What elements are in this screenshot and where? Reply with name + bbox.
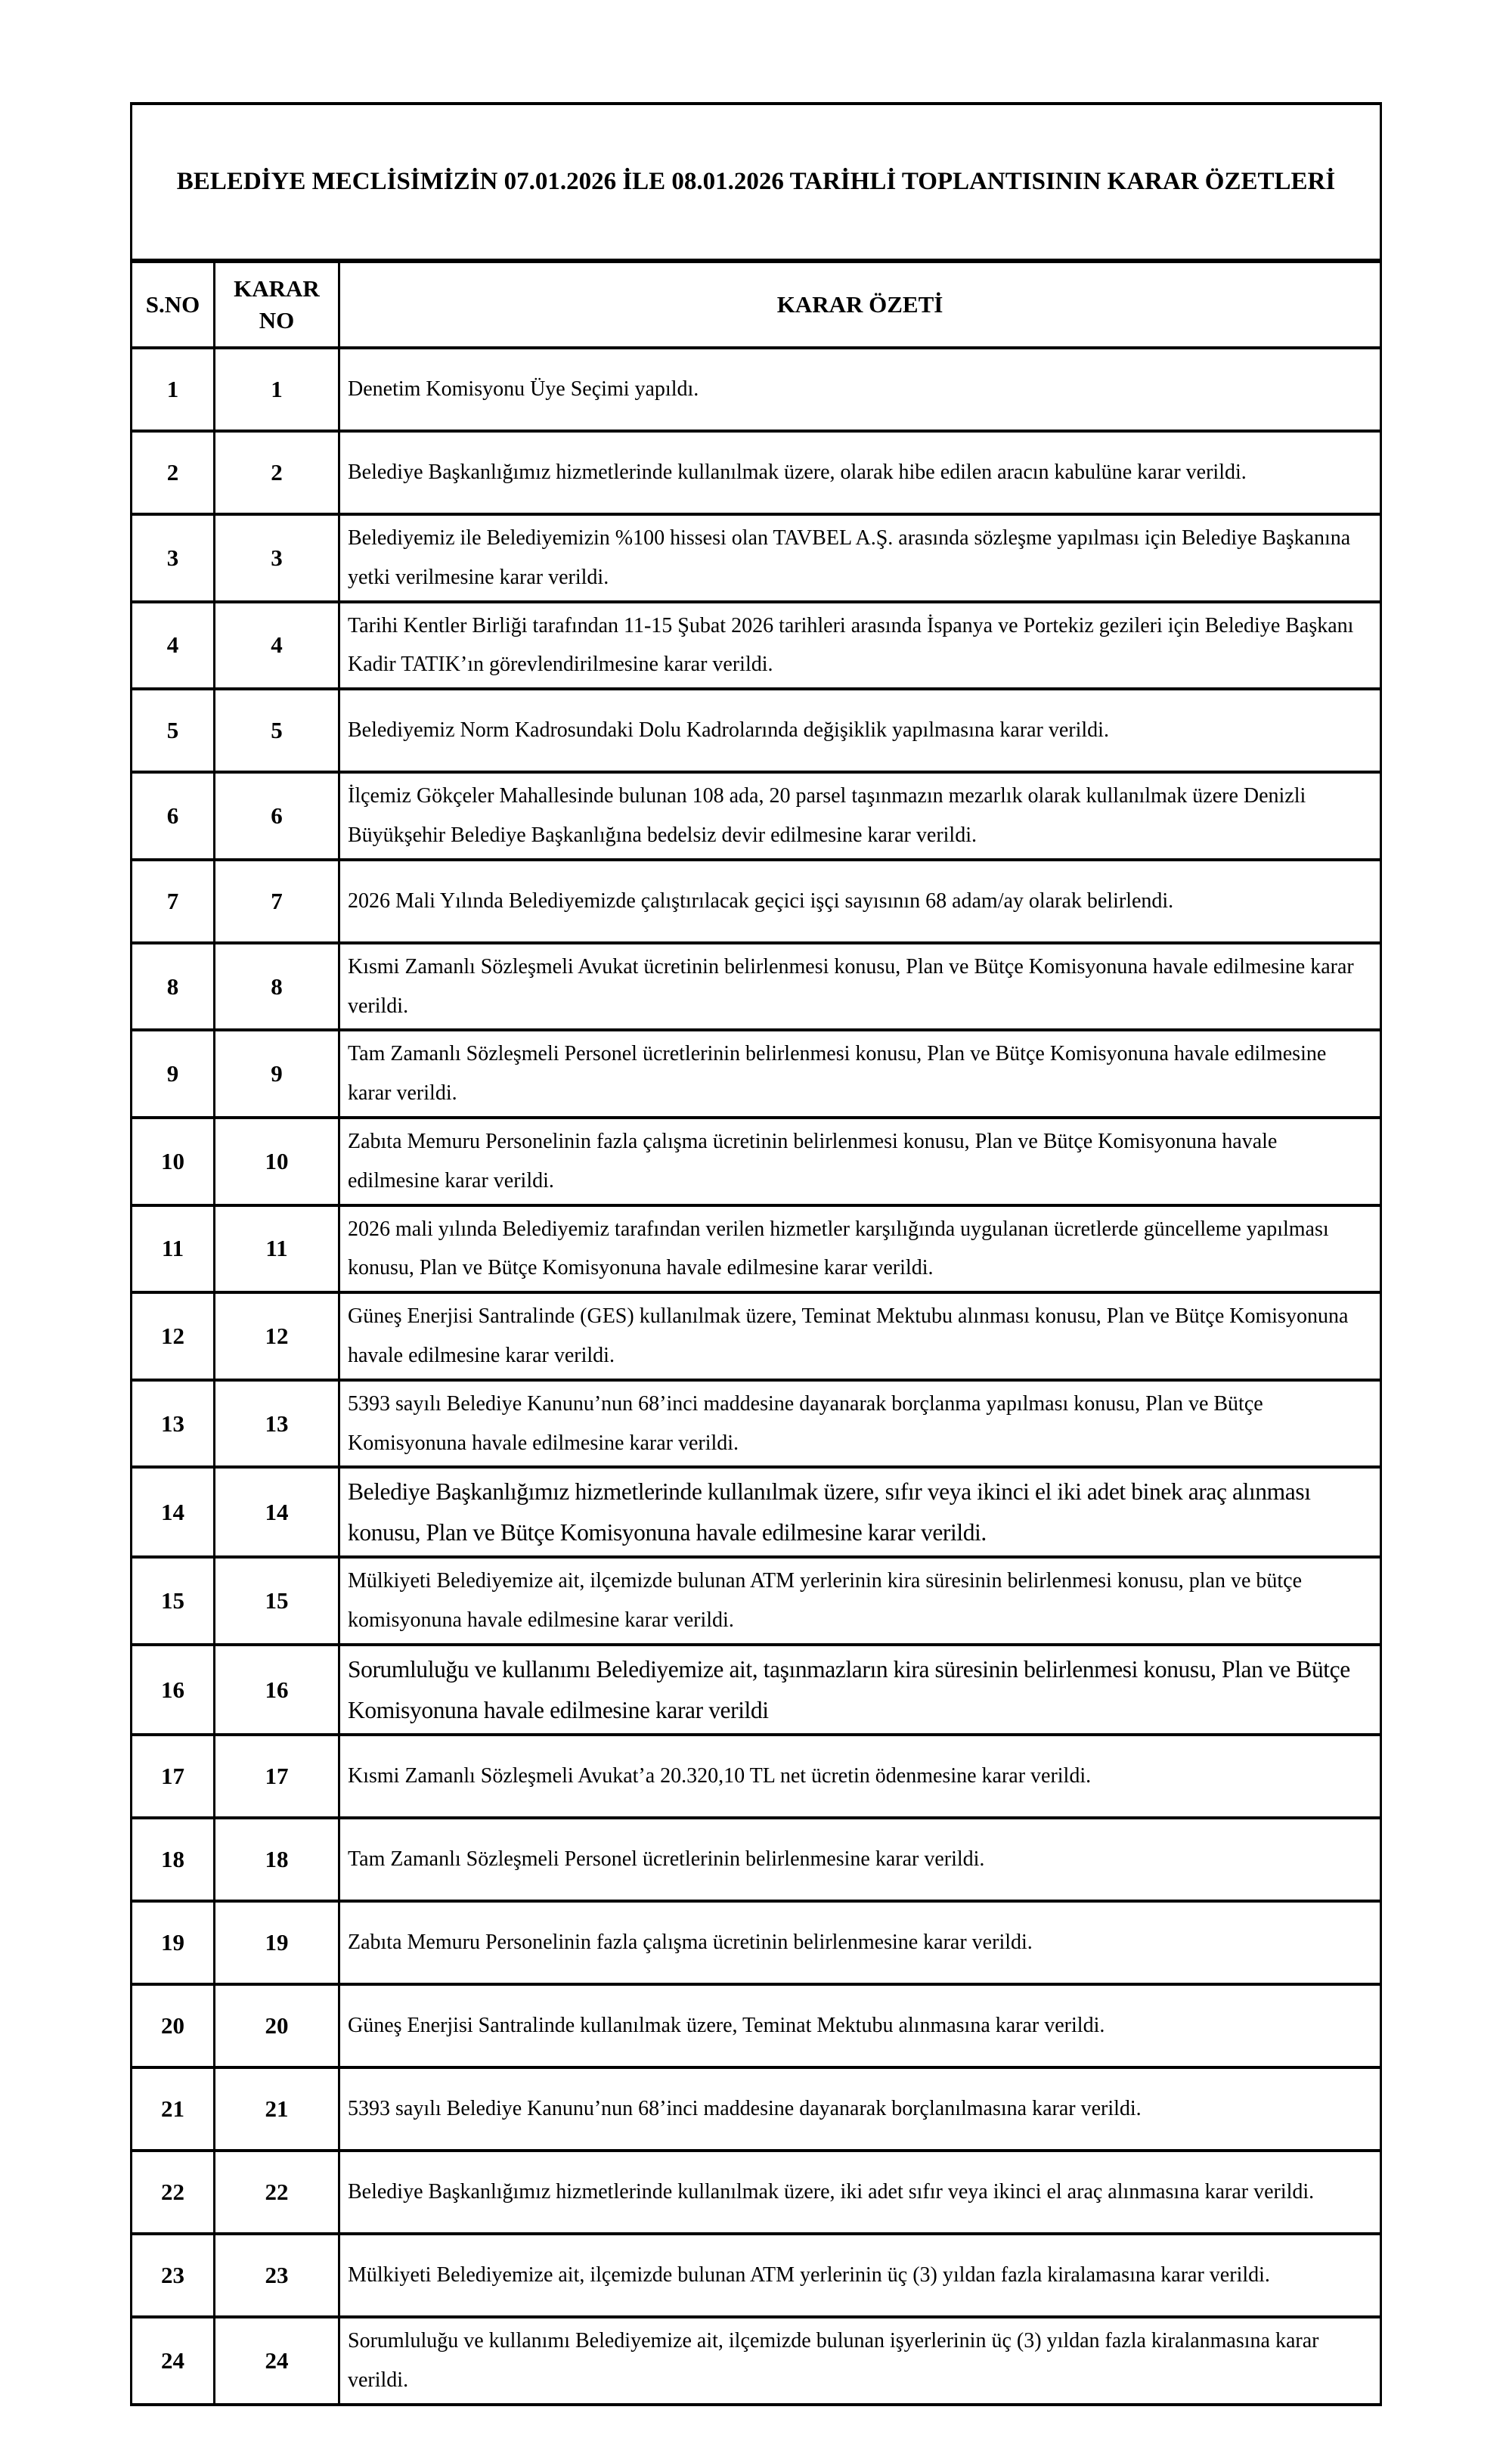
karar-no-cell: 14 xyxy=(215,1467,339,1557)
sno-cell: 5 xyxy=(132,689,215,772)
table-row xyxy=(132,943,1381,1031)
ozet-cell: Sorumluluğu ve kullanımı Belediyemize ait, ilçemizde bulunan işyerlerinin üç (3) yıldan fazla kiralanmasına karar verildi. xyxy=(339,2317,1381,2405)
karar-no-cell: 9 xyxy=(215,1030,339,1118)
karar-no-cell: 4 xyxy=(215,602,339,690)
sno-cell: 1 xyxy=(132,348,215,431)
ozet-cell: Kısmi Zamanlı Sözleşmeli Avukat ücretinin belirlenmesi konusu, Plan ve Bütçe Komisyonuna havale edilmesine karar verildi. xyxy=(339,943,1381,1031)
karar-no-cell: 6 xyxy=(215,772,339,860)
column-header-karar-no: KARAR NO xyxy=(215,261,339,348)
sno-cell: 24 xyxy=(132,2317,215,2405)
sno-cell: 22 xyxy=(132,2151,215,2234)
karar-no-cell: 16 xyxy=(215,1645,339,1735)
karar-no-cell: 2 xyxy=(215,431,339,514)
ozet-cell: Tarihi Kentler Birliği tarafından 11-15 Şubat 2026 tarihleri arasında İspanya ve Portekiz gezileri için Belediye Başkanı Kadir TATIK’ın görevlendirilmesine karar verildi. xyxy=(339,602,1381,690)
karar-no-cell: 23 xyxy=(215,2234,339,2317)
ozet-cell: Belediye Başkanlığımız hizmetlerinde kullanılmak üzere, olarak hibe edilen aracın kabulüne karar verildi. xyxy=(339,431,1381,514)
karar-no-cell: 22 xyxy=(215,2151,339,2234)
sno-cell: 2 xyxy=(132,431,215,514)
karar-no-cell: 20 xyxy=(215,1984,339,2067)
table-row xyxy=(132,1205,1381,1293)
ozet-cell: Mülkiyeti Belediyemize ait, ilçemizde bulunan ATM yerlerinin kira süresinin belirlenmesi konusu, plan ve bütçe komisyonuna havale edilmesine karar verildi. xyxy=(339,1557,1381,1645)
decisions-table xyxy=(130,102,1382,2406)
ozet-cell: 5393 sayılı Belediye Kanunu’nun 68’inci maddesine dayanarak borçlanılmasına karar verildi. xyxy=(339,2067,1381,2151)
karar-no-cell: 24 xyxy=(215,2317,339,2405)
sno-cell: 11 xyxy=(132,1205,215,1293)
table-row xyxy=(132,1818,1381,1901)
table-row xyxy=(132,431,1381,514)
table-row xyxy=(132,1645,1381,1735)
table-row xyxy=(132,689,1381,772)
karar-no-cell: 3 xyxy=(215,514,339,602)
table-row xyxy=(132,1467,1381,1557)
sno-cell: 12 xyxy=(132,1292,215,1380)
table-row xyxy=(132,1380,1381,1468)
ozet-cell: 2026 mali yılında Belediyemiz tarafından verilen hizmetler karşılığında uygulanan ücretlerde güncelleme yapılması konusu, Plan ve Bütçe Komisyonuna havale edilmesine karar verildi. xyxy=(339,1205,1381,1293)
table-row xyxy=(132,2067,1381,2151)
sno-cell: 6 xyxy=(132,772,215,860)
sno-cell: 20 xyxy=(132,1984,215,2067)
sno-cell: 17 xyxy=(132,1735,215,1818)
sno-cell: 23 xyxy=(132,2234,215,2317)
table-row xyxy=(132,772,1381,860)
table-row xyxy=(132,1901,1381,1984)
ozet-cell: 2026 Mali Yılında Belediyemizde çalıştırılacak geçici işçi sayısının 68 adam/ay olarak belirlendi. xyxy=(339,860,1381,943)
table-row xyxy=(132,1118,1381,1205)
sno-cell: 19 xyxy=(132,1901,215,1984)
ozet-cell: Tam Zamanlı Sözleşmeli Personel ücretlerinin belirlenmesi konusu, Plan ve Bütçe Komisyonuna havale edilmesine karar verildi. xyxy=(339,1030,1381,1118)
ozet-cell: Zabıta Memuru Personelinin fazla çalışma ücretinin belirlenmesi konusu, Plan ve Bütçe Komisyonuna havale edilmesine karar verildi. xyxy=(339,1118,1381,1205)
sno-cell: 16 xyxy=(132,1645,215,1735)
table-row xyxy=(132,1735,1381,1818)
ozet-cell: İlçemiz Gökçeler Mahallesinde bulunan 108 ada, 20 parsel taşınmazın mezarlık olarak kullanılmak üzere Denizli Büyükşehir Belediye Başkanlığına bedelsiz devir edilmesine karar verildi. xyxy=(339,772,1381,860)
ozet-cell: Mülkiyeti Belediyemize ait, ilçemizde bulunan ATM yerlerinin üç (3) yıldan fazla kiralamasına karar verildi. xyxy=(339,2234,1381,2317)
ozet-cell: Denetim Komisyonu Üye Seçimi yapıldı. xyxy=(339,348,1381,431)
table-row xyxy=(132,1984,1381,2067)
karar-no-cell: 18 xyxy=(215,1818,339,1901)
ozet-cell: Belediye Başkanlığımız hizmetlerinde kullanılmak üzere, iki adet sıfır veya ikinci el araç alınmasına karar verildi. xyxy=(339,2151,1381,2234)
table-row xyxy=(132,2317,1381,2405)
ozet-cell: Sorumluluğu ve kullanımı Belediyemize ait, taşınmazların kira süresinin belirlenmesi konusu, Plan ve Bütçe Komisyonuna havale edilmesine karar verildi xyxy=(339,1645,1381,1735)
table-title: BELEDİYE MECLİSİMİZİN 07.01.2026 İLE 08.01.2026 TARİHLİ TOPLANTISININ KARAR ÖZETLERİ xyxy=(132,104,1381,261)
ozet-cell: Güneş Enerjisi Santralinde kullanılmak üzere, Teminat Mektubu alınmasına karar verildi. xyxy=(339,1984,1381,2067)
table-row xyxy=(132,1030,1381,1118)
sno-cell: 9 xyxy=(132,1030,215,1118)
table-row xyxy=(132,1292,1381,1380)
ozet-cell: Kısmi Zamanlı Sözleşmeli Avukat’a 20.320,10 TL net ücretin ödenmesine karar verildi. xyxy=(339,1735,1381,1818)
ozet-cell: Zabıta Memuru Personelinin fazla çalışma ücretinin belirlenmesine karar verildi. xyxy=(339,1901,1381,1984)
sno-cell: 8 xyxy=(132,943,215,1031)
karar-no-cell: 19 xyxy=(215,1901,339,1984)
sno-cell: 10 xyxy=(132,1118,215,1205)
karar-no-cell: 10 xyxy=(215,1118,339,1205)
ozet-cell: Belediyemiz ile Belediyemizin %100 hissesi olan TAVBEL A.Ş. arasında sözleşme yapılması için Belediye Başkanına yetki verilmesine karar verildi. xyxy=(339,514,1381,602)
karar-no-cell: 7 xyxy=(215,860,339,943)
column-header-karar-ozeti: KARAR ÖZETİ xyxy=(339,261,1381,348)
karar-no-cell: 12 xyxy=(215,1292,339,1380)
title-row xyxy=(132,104,1381,261)
rows-body xyxy=(132,348,1381,2405)
sno-cell: 3 xyxy=(132,514,215,602)
sno-cell: 18 xyxy=(132,1818,215,1901)
table-row xyxy=(132,2234,1381,2317)
sno-cell: 14 xyxy=(132,1467,215,1557)
table-row xyxy=(132,1557,1381,1645)
ozet-cell: Güneş Enerjisi Santralinde (GES) kullanılmak üzere, Teminat Mektubu alınması konusu, Plan ve Bütçe Komisyonuna havale edilmesine karar verildi. xyxy=(339,1292,1381,1380)
table-row xyxy=(132,602,1381,690)
karar-no-cell: 21 xyxy=(215,2067,339,2151)
sno-cell: 7 xyxy=(132,860,215,943)
karar-no-cell: 8 xyxy=(215,943,339,1031)
karar-no-cell: 13 xyxy=(215,1380,339,1468)
ozet-cell: 5393 sayılı Belediye Kanunu’nun 68’inci maddesine dayanarak borçlanma yapılması konusu, Plan ve Bütçe Komisyonuna havale edilmesine karar verildi. xyxy=(339,1380,1381,1468)
karar-no-cell: 11 xyxy=(215,1205,339,1293)
ozet-cell: Belediye Başkanlığımız hizmetlerinde kullanılmak üzere, sıfır veya ikinci el iki adet binek araç alınması konusu, Plan ve Bütçe Komisyonuna havale edilmesine karar verildi. xyxy=(339,1467,1381,1557)
header-row xyxy=(132,261,1381,348)
karar-no-cell: 1 xyxy=(215,348,339,431)
column-header-sno: S.NO xyxy=(132,261,215,348)
ozet-cell: Belediyemiz Norm Kadrosundaki Dolu Kadrolarında değişiklik yapılmasına karar verildi. xyxy=(339,689,1381,772)
sno-cell: 13 xyxy=(132,1380,215,1468)
sno-cell: 21 xyxy=(132,2067,215,2151)
karar-no-cell: 17 xyxy=(215,1735,339,1818)
table-row xyxy=(132,348,1381,431)
table-row xyxy=(132,2151,1381,2234)
table-row xyxy=(132,860,1381,943)
sno-cell: 15 xyxy=(132,1557,215,1645)
ozet-cell: Tam Zamanlı Sözleşmeli Personel ücretlerinin belirlenmesine karar verildi. xyxy=(339,1818,1381,1901)
table-row xyxy=(132,514,1381,602)
sno-cell: 4 xyxy=(132,602,215,690)
karar-no-cell: 5 xyxy=(215,689,339,772)
karar-no-cell: 15 xyxy=(215,1557,339,1645)
